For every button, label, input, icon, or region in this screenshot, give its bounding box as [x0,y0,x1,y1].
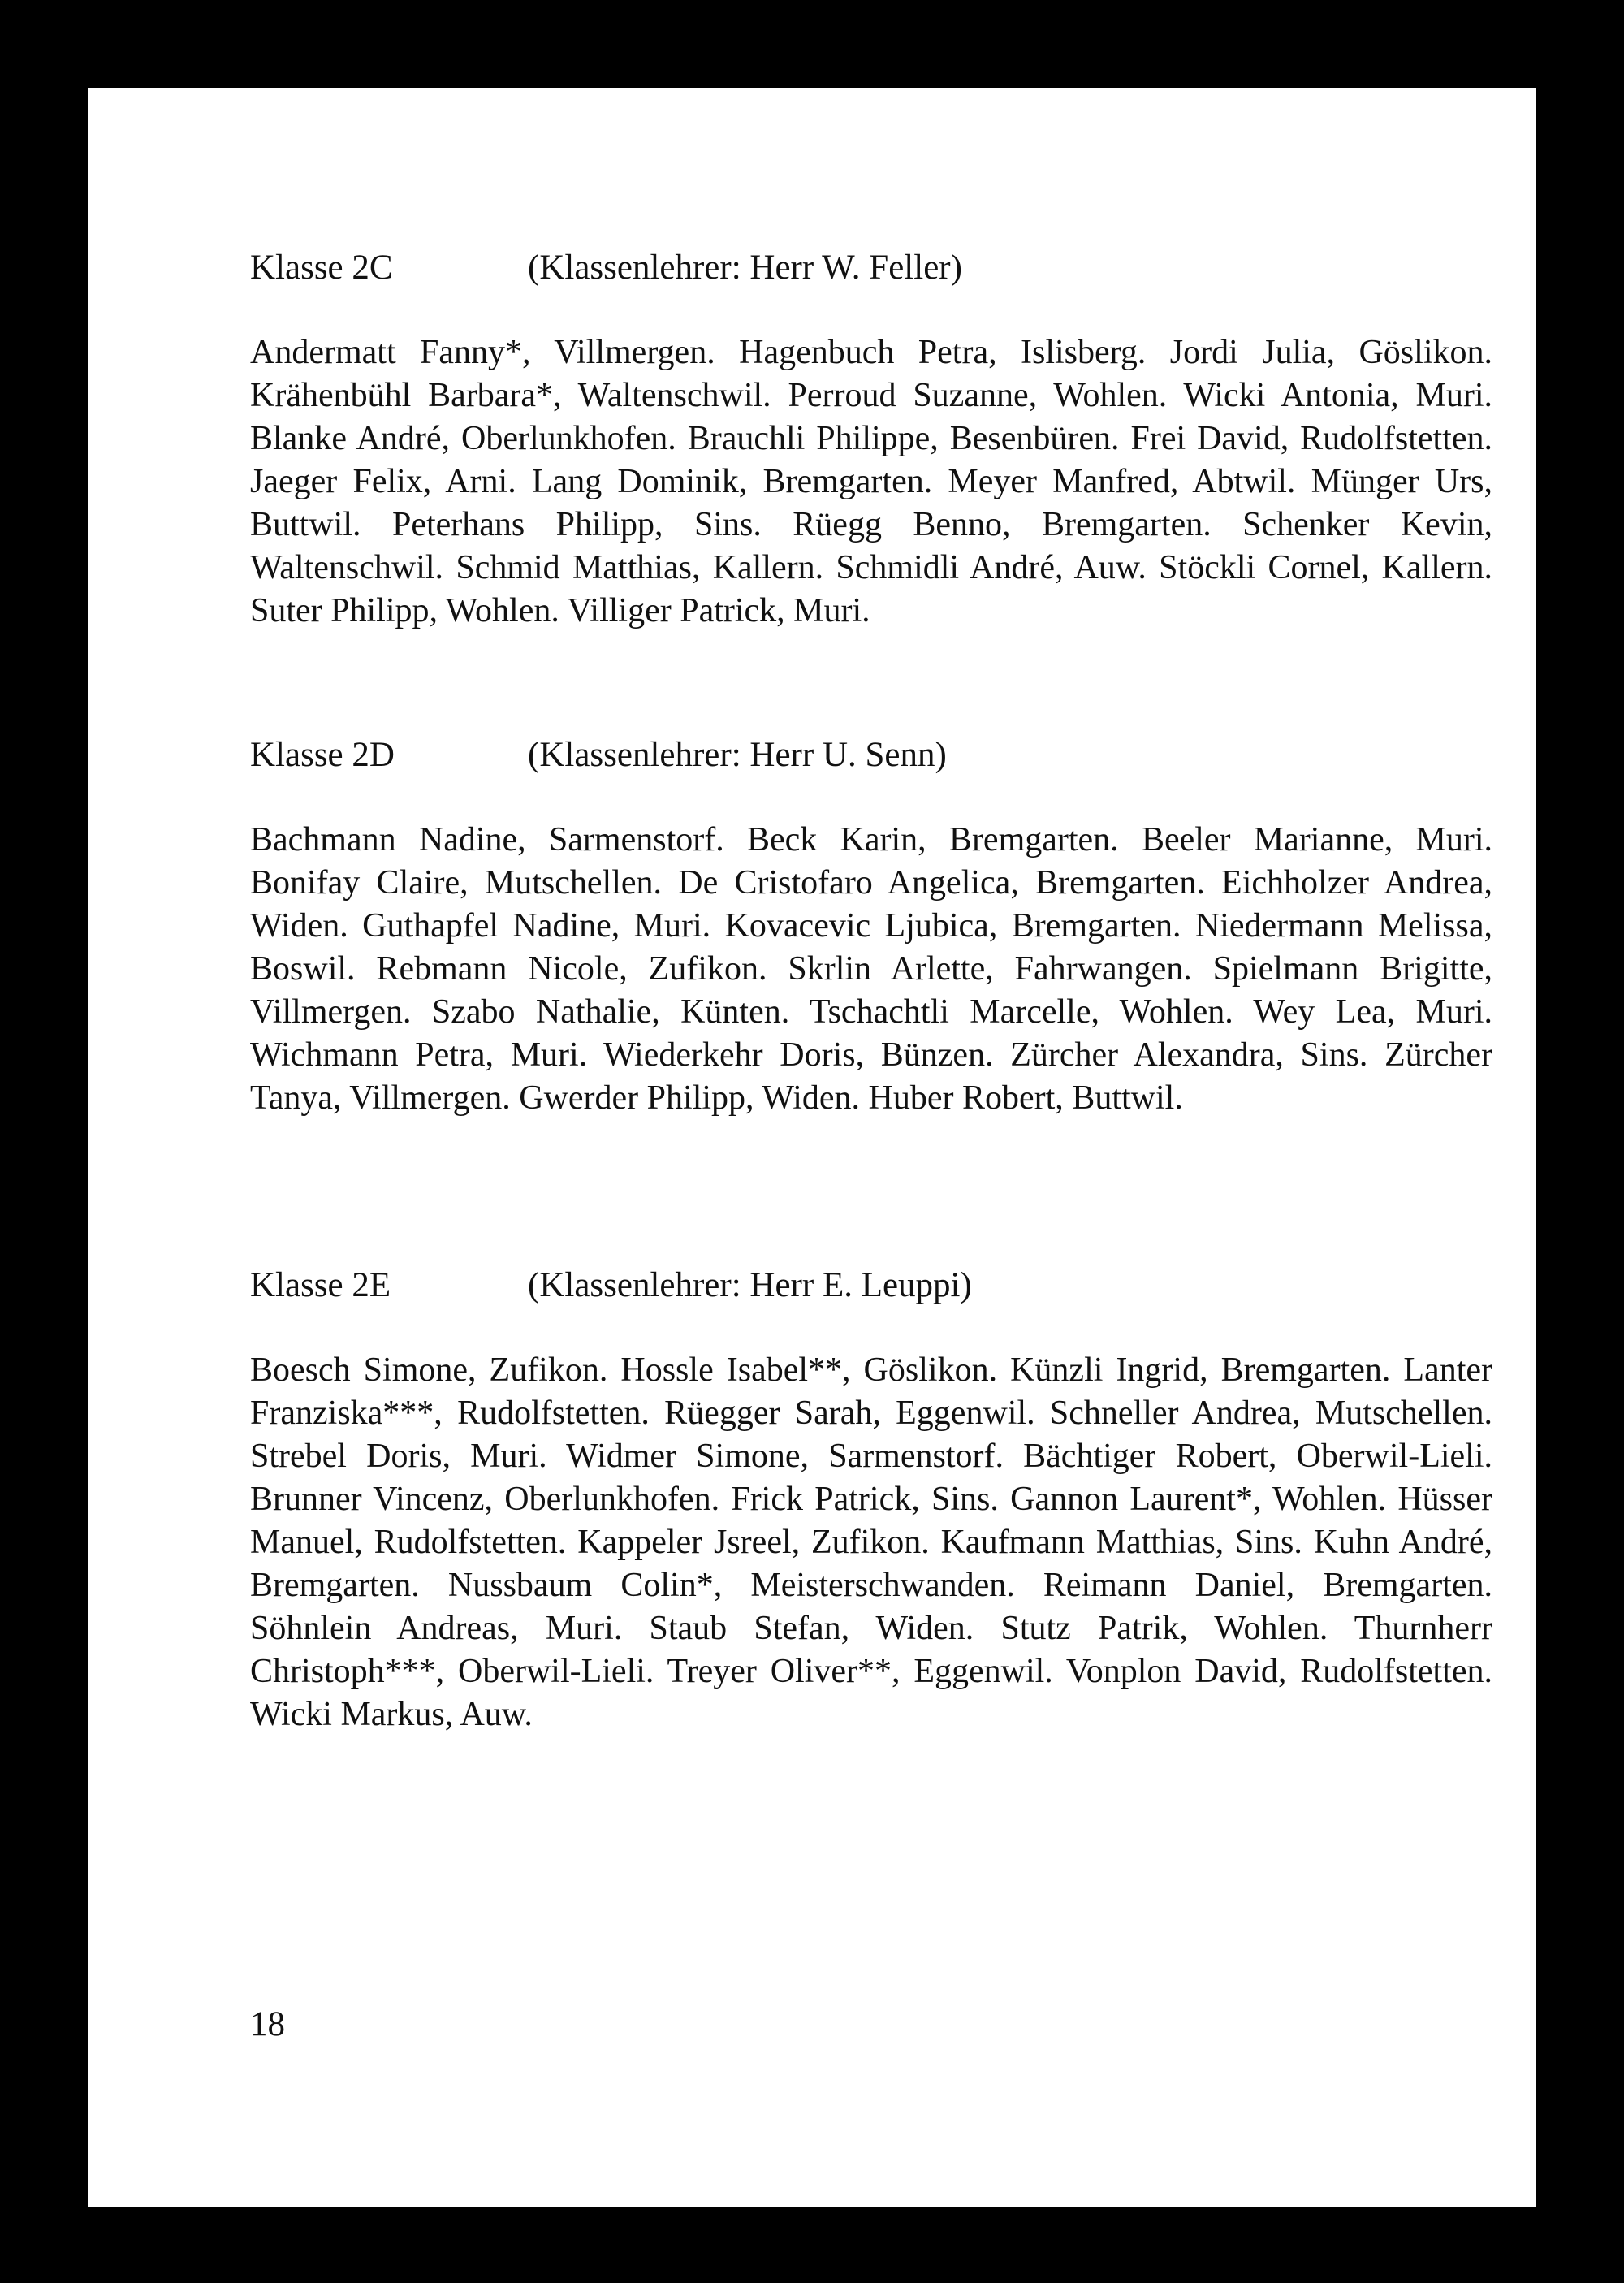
student-list: Bachmann Nadine, Sarmenstorf. Beck Karin, Bremgarten. Beeler Marianne, Muri. Bonifay Claire, Mutschellen. De Cristofaro Angelica, Bremgarten. Eichholzer Andrea, Widen. Guthapfel Nadine, Muri. Kovacevic Ljubica, Bremgarten. Niedermann Melissa, Boswil. Rebmann Nicole, Zufikon. Skrlin Arlette, Fahrwangen. Spielmann Brigitte, Villmergen. Szabo Nathalie, Künten. Tschachtli Marcelle, Wohlen. Wey Lea, Muri. Wichmann Petra, Muri. Wiederkehr Doris, Bünzen. Zürcher Alexandra, Sins. Zürcher Tanya, Villmergen. Gwerder Philipp, Widen. Huber Robert, Buttwil. [250,821,1492,1117]
teacher-line: (Klassenlehrer: Herr U. Senn) [528,736,947,774]
teacher-line: (Klassenlehrer: Herr W. Feller) [528,249,962,287]
class-title: Klasse 2E [250,1266,391,1304]
class-section-2e [250,1263,1492,1736]
class-title: Klasse 2C [250,249,393,287]
document-page [88,88,1536,2207]
class-section-2d [250,733,1492,1120]
teacher-line: (Klassenlehrer: Herr E. Leuppi) [528,1266,972,1304]
section-heading [250,1263,1492,1308]
class-title: Klasse 2D [250,736,395,774]
section-heading [250,245,1492,291]
student-list: Andermatt Fanny*, Villmergen. Hagenbuch Petra, Islisberg. Jordi Julia, Göslikon. Krähenbühl Barbara*, Waltenschwil. Perroud Suzanne, Wohlen. Wicki Antonia, Muri. Blanke André, Oberlunkhofen. Brauchli Philippe, Besenbüren. Frei David, Rudolfstetten. Jaeger Felix, Arni. Lang Dominik, Bremgarten. Meyer Manfred, Abtwil. Münger Urs, Buttwil. Peterhans Philipp, Sins. Rüegg Benno, Bremgarten. Schenker Kevin, Waltenschwil. Schmid Matthias, Kallern. Schmidli André, Auw. Stöckli Cornel, Kallern. Suter Philipp, Wohlen. Villiger Patrick, Muri. [250,334,1492,629]
class-section-2c [250,245,1492,633]
student-list: Boesch Simone, Zufikon. Hossle Isabel**, Göslikon. Künzli Ingrid, Bremgarten. Lanter Franziska***, Rudolfstetten. Rüegger Sarah, Eggenwil. Schneller Andrea, Mutschellen. Strebel Doris, Muri. Widmer Simone, Sarmenstorf. Bächtiger Robert, Oberwil-Lieli. Brunner Vincenz, Oberlunkhofen. Frick Patrick, Sins. Gannon Laurent*, Wohlen. Hüsser Manuel, Rudolfstetten. Kappeler Jsreel, Zufikon. Kaufmann Matthias, Sins. Kuhn André, Bremgarten. Nussbaum Colin*, Meisterschwanden. Reimann Daniel, Bremgarten. Söhnlein Andreas, Muri. Staub Stefan, Widen. Stutz Patrik, Wohlen. Thurnherr Christoph***, Oberwil-Lieli. Treyer Oliver**, Eggenwil. Vonplon David, Rudolfstetten. Wicki Markus, Auw. [250,1351,1492,1733]
section-heading [250,733,1492,778]
page-number: 18 [250,2005,285,2043]
